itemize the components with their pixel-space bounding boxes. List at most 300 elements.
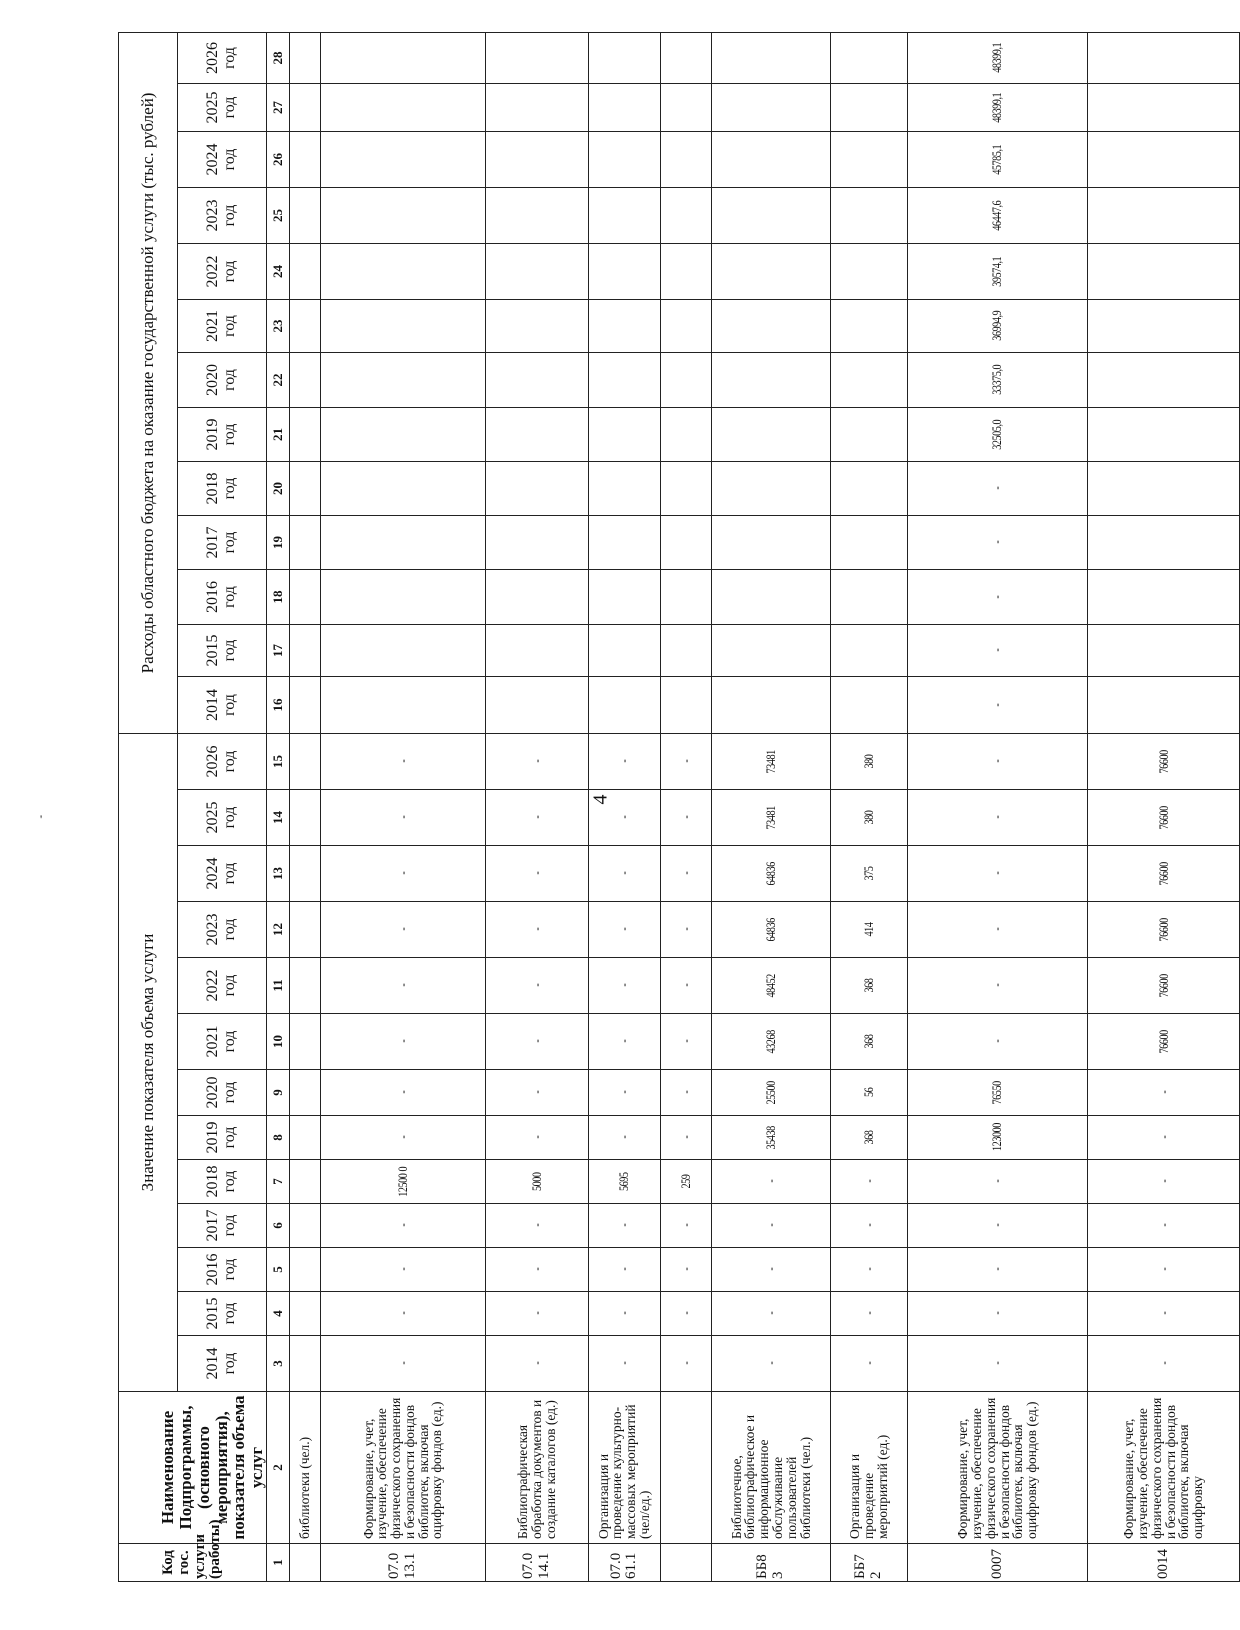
- budget-value-cell: [712, 461, 830, 515]
- volume-value: -: [861, 1362, 876, 1365]
- budget-value-cell: [1088, 32, 1240, 83]
- budget-value-cell: [588, 352, 660, 407]
- header-budget-group: Расходы областного бюджета на оказание государственной услуги (тыс. рублей): [119, 32, 178, 733]
- volume-value: -: [990, 1362, 1005, 1365]
- volume-year-header: 2020 год: [177, 1070, 266, 1116]
- volume-value-cell: [320, 1116, 485, 1160]
- volume-value-cell: [660, 958, 711, 1014]
- volume-value: -: [990, 760, 1005, 763]
- volume-year-header: 2025 год: [177, 790, 266, 846]
- volume-value: -: [679, 816, 693, 819]
- budget-value-cell: [660, 676, 711, 733]
- budget-value-cell: [290, 352, 321, 407]
- volume-value: -: [861, 1180, 876, 1183]
- service-name-cell: Организация и проведение мероприятий (ед.): [830, 1392, 907, 1544]
- budget-value-cell: [588, 299, 660, 352]
- budget-value-cell: [320, 676, 485, 733]
- budget-value-cell: [660, 569, 711, 624]
- service-code-cell: 07.0 14.1: [485, 1544, 588, 1582]
- header-name: Наименование Подпрограммы, (основного мероприятия), показателя объема услуг: [119, 1392, 267, 1544]
- volume-value: -: [617, 1268, 632, 1271]
- volume-value: -: [990, 1180, 1005, 1183]
- service-name-cell: Библиографическая обработка документов и создание каталогов (ед.): [485, 1392, 588, 1544]
- volume-year-header: 2014 год: [177, 1336, 266, 1392]
- table-body: [290, 32, 1240, 1581]
- budget-value-cell: [320, 187, 485, 243]
- volume-value: -: [617, 1312, 632, 1315]
- budget-value: 39574,1: [990, 256, 1005, 287]
- budget-value-cell: [588, 676, 660, 733]
- volume-value-cell: [485, 958, 588, 1014]
- volume-value-cell: [485, 790, 588, 846]
- column-number: 27: [267, 83, 290, 131]
- volume-value-cell: [907, 902, 1087, 958]
- volume-value: -: [1156, 1268, 1171, 1271]
- volume-value-cell: [830, 1336, 907, 1392]
- volume-value: -: [861, 1268, 876, 1271]
- budget-value-cell: [485, 187, 588, 243]
- column-number: 17: [267, 624, 290, 676]
- budget-value-cell: [907, 243, 1087, 299]
- table-row: [907, 32, 1087, 1581]
- budget-value-cell: [1088, 624, 1240, 676]
- volume-value-cell: [588, 846, 660, 902]
- volume-value: -: [529, 1091, 544, 1094]
- volume-value-cell: [660, 1248, 711, 1292]
- volume-value: 380: [861, 810, 876, 825]
- volume-value-cell: [907, 1292, 1087, 1336]
- volume-value-cell: [588, 958, 660, 1014]
- volume-value-cell: [660, 902, 711, 958]
- budget-value: 32505,0: [990, 419, 1005, 450]
- service-code-cell: 07.0 61.1: [588, 1544, 660, 1582]
- volume-value-cell: [712, 846, 830, 902]
- table-row: [830, 32, 907, 1581]
- budget-value-cell: [712, 676, 830, 733]
- volume-value-cell: [588, 790, 660, 846]
- budget-year-header: 2025 год: [177, 83, 266, 131]
- volume-value-cell: [907, 1204, 1087, 1248]
- volume-value: 375: [861, 866, 876, 881]
- budget-value-cell: [320, 569, 485, 624]
- volume-value-cell: [660, 1116, 711, 1160]
- volume-value: 380: [861, 754, 876, 769]
- budget-year-header: 2026 год: [177, 32, 266, 83]
- column-number: 14: [267, 790, 290, 846]
- budget-value-cell: [588, 83, 660, 131]
- volume-value: 64836: [763, 917, 778, 942]
- service-name-cell: Формирование, учет, изучение, обеспечение физического сохранения и безопасности фондов библиотек, включая оцифровку: [1088, 1392, 1240, 1544]
- year-header-row: [177, 32, 266, 1581]
- volume-value-cell: [485, 1336, 588, 1392]
- budget-value-cell: [588, 569, 660, 624]
- volume-value-cell: [660, 1336, 711, 1392]
- volume-value: -: [763, 1268, 778, 1271]
- budget-value-cell: [830, 131, 907, 187]
- volume-value-cell: [485, 1292, 588, 1336]
- volume-value: -: [861, 1312, 876, 1315]
- volume-value-cell: [830, 790, 907, 846]
- volume-value-cell: [485, 902, 588, 958]
- budget-value-cell: [660, 243, 711, 299]
- volume-value-cell: [830, 1014, 907, 1070]
- budget-year-header: 2019 год: [177, 407, 266, 461]
- budget-value-cell: [830, 624, 907, 676]
- budget-value-cell: [907, 676, 1087, 733]
- volume-value-cell: [320, 1014, 485, 1070]
- volume-value: -: [529, 1224, 544, 1227]
- budget-value: 45785,1: [990, 144, 1005, 175]
- volume-value: 5000: [529, 1172, 544, 1191]
- budget-value-cell: [485, 676, 588, 733]
- volume-value: -: [1156, 1091, 1171, 1094]
- volume-value-cell: [830, 846, 907, 902]
- volume-value-cell: [485, 1204, 588, 1248]
- volume-value-cell: [588, 1248, 660, 1292]
- volume-value-cell: [290, 902, 321, 958]
- volume-value-cell: [1088, 958, 1240, 1014]
- volume-value-cell: [588, 1014, 660, 1070]
- volume-value: -: [617, 1040, 632, 1043]
- volume-value-cell: [712, 1336, 830, 1392]
- table-row: [320, 32, 485, 1581]
- volume-value: -: [395, 1136, 410, 1139]
- budget-value-cell: [712, 32, 830, 83]
- budget-value-cell: [485, 461, 588, 515]
- budget-value: -: [990, 595, 1005, 599]
- service-code-cell: 0007: [907, 1544, 1087, 1582]
- volume-value: -: [529, 872, 544, 875]
- column-number: 15: [267, 733, 290, 789]
- services-table: [118, 32, 1240, 1582]
- budget-value-cell: [320, 461, 485, 515]
- volume-value: 5695: [617, 1172, 632, 1191]
- column-number: 20: [267, 461, 290, 515]
- budget-year-header: 2024 год: [177, 131, 266, 187]
- volume-year-header: 2017 год: [177, 1204, 266, 1248]
- volume-value: 414: [861, 922, 876, 937]
- volume-value-cell: [588, 1336, 660, 1392]
- volume-value: -: [617, 760, 632, 763]
- volume-value: -: [861, 1224, 876, 1227]
- service-name-cell: [660, 1392, 711, 1544]
- volume-value-cell: [830, 1292, 907, 1336]
- volume-value: -: [617, 1091, 632, 1094]
- volume-value-cell: [660, 1160, 711, 1204]
- column-number: 16: [267, 676, 290, 733]
- volume-value: -: [395, 1268, 410, 1271]
- header-volume-group: Значение показателя объема услуги: [119, 733, 178, 1391]
- volume-value: 368: [861, 978, 876, 993]
- volume-value-cell: [830, 1160, 907, 1204]
- volume-value: -: [617, 816, 632, 819]
- budget-value-cell: [290, 131, 321, 187]
- budget-value-cell: [830, 515, 907, 569]
- volume-value-cell: [907, 958, 1087, 1014]
- table-row: [485, 32, 588, 1581]
- volume-value-cell: [907, 1014, 1087, 1070]
- volume-value: -: [617, 872, 632, 875]
- column-number: 26: [267, 131, 290, 187]
- budget-value-cell: [320, 83, 485, 131]
- column-number: 19: [267, 515, 290, 569]
- volume-value: -: [395, 872, 410, 875]
- volume-value: -: [990, 984, 1005, 987]
- volume-value-cell: [290, 1116, 321, 1160]
- volume-value: -: [529, 1040, 544, 1043]
- budget-value-cell: [485, 352, 588, 407]
- volume-value: 76600: [1156, 861, 1171, 886]
- volume-value: -: [529, 816, 544, 819]
- budget-value-cell: [712, 569, 830, 624]
- volume-year-header: 2018 год: [177, 1160, 266, 1204]
- budget-value-cell: [660, 352, 711, 407]
- budget-value-cell: [320, 624, 485, 676]
- budget-value-cell: [712, 515, 830, 569]
- volume-value-cell: [588, 1116, 660, 1160]
- budget-value-cell: [290, 187, 321, 243]
- volume-value-cell: [1088, 1160, 1240, 1204]
- column-number: 18: [267, 569, 290, 624]
- budget-value-cell: [588, 515, 660, 569]
- budget-value-cell: [907, 131, 1087, 187]
- volume-value-cell: [1088, 1014, 1240, 1070]
- budget-value-cell: [485, 624, 588, 676]
- volume-value-cell: [907, 1116, 1087, 1160]
- budget-value-cell: [588, 407, 660, 461]
- volume-value: -: [617, 1224, 632, 1227]
- column-number-row: [267, 32, 290, 1581]
- table-header: [119, 32, 290, 1581]
- volume-value-cell: [320, 1248, 485, 1292]
- volume-value: 35438: [763, 1125, 778, 1150]
- volume-value: 76600: [1156, 917, 1171, 942]
- volume-value: 76600: [1156, 805, 1171, 830]
- volume-value-cell: [1088, 846, 1240, 902]
- budget-value-cell: [290, 569, 321, 624]
- volume-value-cell: [290, 1248, 321, 1292]
- service-name-cell: Организация и проведение культурно-массовых мероприятий (чел/ед.): [588, 1392, 660, 1544]
- volume-value: 73481: [763, 749, 778, 774]
- volume-value-cell: [1088, 1116, 1240, 1160]
- volume-value: -: [763, 1224, 778, 1227]
- volume-value: -: [679, 1312, 693, 1315]
- volume-value: -: [679, 1268, 693, 1271]
- volume-value: -: [529, 984, 544, 987]
- volume-year-header: 2022 год: [177, 958, 266, 1014]
- volume-value-cell: [320, 790, 485, 846]
- budget-value-cell: [320, 131, 485, 187]
- volume-value-cell: [712, 958, 830, 1014]
- volume-value: -: [990, 1312, 1005, 1315]
- budget-value: 36994,9: [990, 311, 1005, 341]
- service-name-cell: библиотеки (чел.): [290, 1392, 321, 1544]
- column-number: 13: [267, 846, 290, 902]
- volume-value: -: [990, 816, 1005, 819]
- column-number: 25: [267, 187, 290, 243]
- budget-value: -: [990, 487, 1005, 490]
- volume-value: -: [679, 984, 693, 987]
- volume-value-cell: [907, 1248, 1087, 1292]
- volume-value: 76600: [1156, 1029, 1171, 1054]
- volume-value-cell: [290, 958, 321, 1014]
- budget-value-cell: [320, 352, 485, 407]
- budget-year-header: 2021 год: [177, 299, 266, 352]
- volume-value: 368: [861, 1034, 876, 1049]
- volume-value: 76600: [1156, 749, 1171, 774]
- volume-value-cell: [320, 846, 485, 902]
- volume-value: -: [395, 816, 410, 819]
- service-name-cell: Формирование, учет, изучение, обеспечение физического сохранения и безопасности фондов библиотек, включая оцифровку фондов (ед.): [320, 1392, 485, 1544]
- volume-value: -: [529, 928, 544, 931]
- budget-value-cell: [485, 32, 588, 83]
- volume-value-cell: [830, 902, 907, 958]
- budget-value-cell: [485, 131, 588, 187]
- header-code: Код гос. услуги (работы): [119, 1544, 267, 1582]
- volume-value: -: [990, 1040, 1005, 1043]
- volume-value-cell: [290, 1336, 321, 1392]
- budget-value: -: [990, 649, 1005, 652]
- volume-value-cell: [290, 790, 321, 846]
- volume-value-cell: [320, 1160, 485, 1204]
- volume-value: -: [617, 984, 632, 987]
- budget-value-cell: [485, 299, 588, 352]
- volume-value: -: [529, 760, 544, 763]
- budget-value-cell: [588, 131, 660, 187]
- budget-value-cell: [660, 624, 711, 676]
- volume-value-cell: [320, 958, 485, 1014]
- budget-value-cell: [660, 131, 711, 187]
- volume-value: -: [395, 1224, 410, 1227]
- budget-value-cell: [1088, 131, 1240, 187]
- volume-value-cell: [712, 1204, 830, 1248]
- volume-value-cell: [830, 1248, 907, 1292]
- budget-value-cell: [830, 461, 907, 515]
- budget-value-cell: [588, 461, 660, 515]
- volume-value: -: [1156, 1224, 1171, 1227]
- column-number: 3: [267, 1336, 290, 1392]
- table-row: [1088, 32, 1240, 1581]
- volume-year-header: 2019 год: [177, 1116, 266, 1160]
- volume-value: 25500: [763, 1080, 778, 1105]
- volume-value-cell: [588, 1292, 660, 1336]
- page-number: 4: [589, 794, 612, 805]
- volume-value-cell: [1088, 902, 1240, 958]
- budget-value-cell: [830, 299, 907, 352]
- volume-value: 76600: [1156, 973, 1171, 998]
- volume-value: -: [1156, 1180, 1171, 1183]
- budget-value-cell: [660, 461, 711, 515]
- column-number: 2: [267, 1392, 290, 1544]
- volume-value: -: [679, 872, 693, 875]
- volume-value: -: [395, 984, 410, 987]
- volume-value: 64836: [763, 861, 778, 886]
- volume-value: -: [990, 928, 1005, 931]
- budget-value-cell: [907, 407, 1087, 461]
- budget-value-cell: [830, 243, 907, 299]
- budget-value-cell: [1088, 569, 1240, 624]
- volume-value-cell: [830, 1070, 907, 1116]
- budget-value: 48399,1: [990, 43, 1005, 73]
- volume-value: -: [990, 1268, 1005, 1271]
- volume-value-cell: [588, 1070, 660, 1116]
- volume-value-cell: [660, 790, 711, 846]
- volume-value: -: [990, 872, 1005, 875]
- volume-value-cell: [320, 1292, 485, 1336]
- column-number: 1: [267, 1544, 290, 1582]
- budget-value-cell: [712, 83, 830, 131]
- volume-value-cell: [320, 1336, 485, 1392]
- volume-value-cell: [712, 1248, 830, 1292]
- service-code-cell: ББ7 2: [830, 1544, 907, 1582]
- budget-value-cell: [660, 187, 711, 243]
- column-number: 4: [267, 1292, 290, 1336]
- budget-value-cell: [290, 32, 321, 83]
- column-number: 5: [267, 1248, 290, 1292]
- budget-value: 48399,1: [990, 92, 1005, 123]
- budget-value-cell: [588, 624, 660, 676]
- volume-value: -: [679, 1224, 693, 1227]
- column-number: 11: [267, 958, 290, 1014]
- budget-value-cell: [830, 83, 907, 131]
- volume-value: -: [679, 1040, 693, 1043]
- budget-value-cell: [660, 32, 711, 83]
- volume-value-cell: [290, 733, 321, 789]
- volume-value: 48452: [763, 973, 778, 998]
- volume-value-cell: [1088, 1336, 1240, 1392]
- volume-value-cell: [485, 1070, 588, 1116]
- volume-value: -: [529, 1268, 544, 1271]
- volume-value-cell: [907, 1070, 1087, 1116]
- volume-value: -: [617, 928, 632, 931]
- volume-value: -: [529, 1312, 544, 1315]
- budget-value-cell: [830, 32, 907, 83]
- budget-value: 46447,6: [990, 200, 1005, 231]
- volume-value-cell: [290, 1014, 321, 1070]
- column-number: 10: [267, 1014, 290, 1070]
- volume-value-cell: [290, 1160, 321, 1204]
- budget-value-cell: [1088, 243, 1240, 299]
- budget-value-cell: [290, 624, 321, 676]
- budget-value-cell: [290, 676, 321, 733]
- stray-mark: ': [40, 812, 43, 826]
- column-number: 8: [267, 1116, 290, 1160]
- table-row: [290, 32, 321, 1581]
- volume-value-cell: [830, 1116, 907, 1160]
- budget-year-header: 2015 год: [177, 624, 266, 676]
- budget-value-cell: [660, 299, 711, 352]
- budget-value-cell: [907, 83, 1087, 131]
- budget-value-cell: [712, 407, 830, 461]
- budget-value-cell: [830, 352, 907, 407]
- volume-value: 259: [679, 1174, 693, 1189]
- volume-value-cell: [588, 1204, 660, 1248]
- volume-value: -: [395, 1312, 410, 1315]
- budget-value-cell: [485, 515, 588, 569]
- budget-value-cell: [712, 352, 830, 407]
- volume-value: -: [395, 760, 410, 763]
- volume-value: 123000: [990, 1123, 1005, 1152]
- volume-year-header: 2016 год: [177, 1248, 266, 1292]
- volume-value: -: [763, 1180, 778, 1183]
- budget-value-cell: [712, 624, 830, 676]
- budget-value-cell: [485, 83, 588, 131]
- volume-value-cell: [907, 790, 1087, 846]
- volume-value: 56: [861, 1087, 876, 1098]
- budget-value-cell: [1088, 299, 1240, 352]
- volume-value-cell: [1088, 1292, 1240, 1336]
- volume-value-cell: [830, 733, 907, 789]
